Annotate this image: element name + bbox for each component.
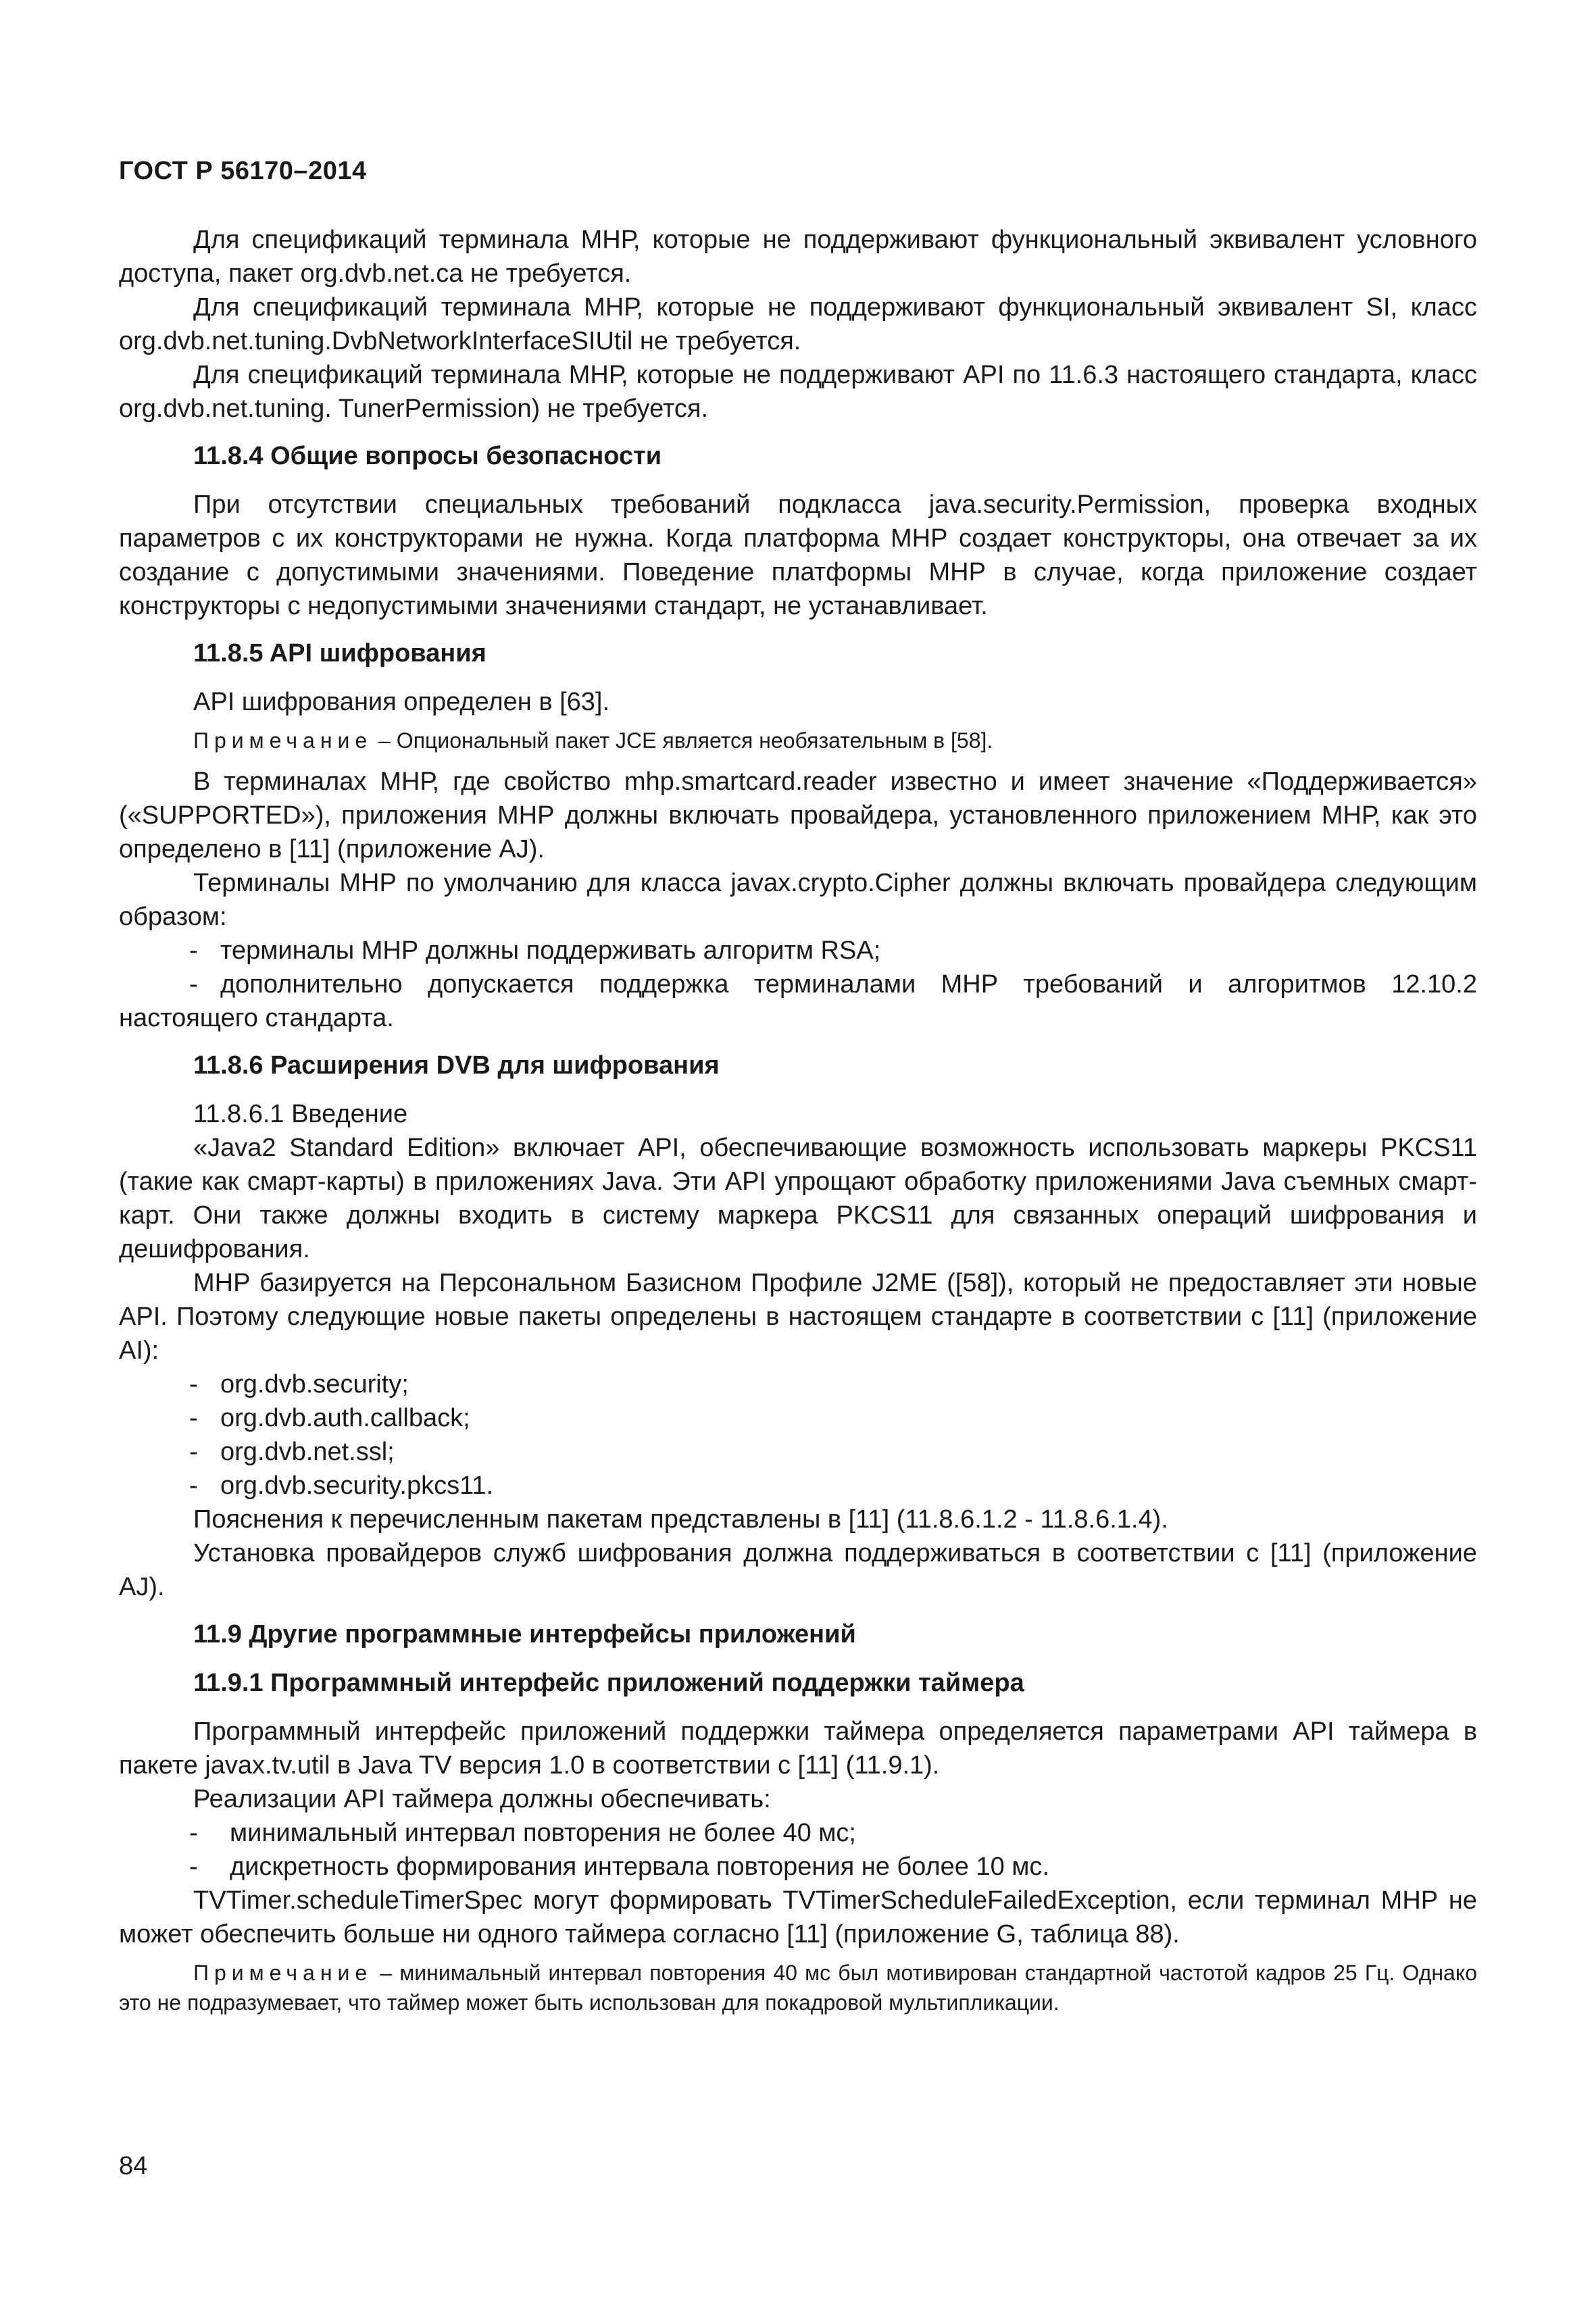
section-heading-11-9-1: 11.9.1 Программный интерфейс приложений поддержки таймера: [193, 1669, 1024, 1697]
paragraph: API шифрования определен в [63].: [193, 688, 610, 716]
paragraph: Пояснения к перечисленным пакетам представлены в [11] (11.8.6.1.2 - 11.8.6.1.4).: [193, 1505, 1168, 1534]
dash-list: [119, 934, 1477, 1035]
list-item: - дополнительно допускается поддержка терминалами МНР требований и алгоритмов 12.10.2 настоящего стандарта.: [119, 967, 1477, 1035]
paragraph: Для спецификаций терминала МНР, которые не поддерживают функциональный эквивалент SI, класс org.dvb.net.tuning.DvbNetworkInterfaceSIUtil не требуется.: [119, 293, 1477, 355]
note-label: Примечание: [193, 1961, 373, 1985]
section-heading-11-8-4: 11.8.4 Общие вопросы безопасности: [193, 442, 662, 470]
paragraph: Программный интерфейс приложений поддержки таймера определяется параметрами API таймера в пакете javax.tv.util в Java TV версия 1.0 в соответствии с [11] (11.9.1).: [119, 1717, 1477, 1780]
paragraph: Терминалы МНР по умолчанию для класса javax.crypto.Cipher должны включать провайдера следующим образом:: [119, 869, 1477, 931]
list-item: - дискретность формирования интервала повторения не более 10 мс.: [119, 1850, 1477, 1884]
note: [119, 726, 1477, 755]
list-item: - org.dvb.security.pkcs11.: [119, 1469, 1477, 1503]
page-number: 84: [119, 2152, 148, 2180]
paragraph: TVTimer.scheduleTimerSpec могут формировать TVTimerScheduleFailedException, если терминал МНР не может обеспечить больше ни одного таймера согласно [11] (приложение G, таблица 88).: [119, 1886, 1477, 1948]
note-text: – минимальный интервал повторения 40 мс был мотивирован стандартной частотой кадров 25 Гц. Однако это не подразумевает, что таймер может быть использован для покадровой мультипликации.: [119, 1961, 1477, 2015]
document-body: [119, 223, 1477, 2027]
note: [119, 1958, 1477, 2017]
list-item: - терминалы МНР должны поддерживать алгоритм RSA;: [119, 934, 1477, 967]
paragraph: При отсутствии специальных требований подкласса java.security.Permission, проверка входных параметров с их конструкторами не нужна. Когда платформа МНР создает конструкторы, она отвечает за их создание с допустимыми значениями. Поведение платформы МНР в случае, когда приложение создает конструкторы с недопустимыми значениями стандарт, не устанавливает.: [119, 491, 1477, 620]
list-item: - org.dvb.net.ssl;: [119, 1435, 1477, 1469]
section-heading-11-8-6: 11.8.6 Расширения DVB для шифрования: [193, 1051, 720, 1080]
dash-list: [119, 1816, 1477, 1884]
note-text: – Опциональный пакет JCE является необязательным в [58].: [372, 728, 993, 753]
section-heading-11-8-5: 11.8.5 API шифрования: [193, 639, 487, 668]
paragraph: Для спецификаций терминала МНР, которые не поддерживают API по 11.6.3 настоящего стандарта, класс org.dvb.net.tuning. TunerPermission) не требуется.: [119, 361, 1477, 423]
note-label: Примечание: [193, 728, 373, 753]
paragraph: В терминалах МНР, где свойство mhp.smartcard.reader известно и имеет значение «Поддерживается» («SUPPORTED»), приложения МНР должны включать провайдера, установленного приложением МНР, как это определено в [11] (приложение AJ).: [119, 768, 1477, 863]
paragraph: МНР базируется на Персональном Базисном Профиле J2ME ([58]), который не предоставляет эти новые API. Поэтому следующие новые пакеты определены в настоящем стандарте в соответствии с [11] (приложение AI):: [119, 1269, 1477, 1365]
paragraph: 11.8.6.1 Введение: [193, 1100, 408, 1128]
paragraph: «Java2 Standard Edition» включает API, обеспечивающие возможность использовать маркеры PKCS11 (такие как смарт-карты) в приложениях Java. Эти API упрощают обработку приложениями Java съемных смарт-карт. Они также должны входить в систему маркера PKCS11 для связанных операций шифрования и дешифрования.: [119, 1134, 1477, 1263]
dash-list: [119, 1367, 1477, 1503]
list-item: - org.dvb.auth.callback;: [119, 1401, 1477, 1435]
paragraph: Для спецификаций терминала МНР, которые не поддерживают функциональный эквивалент условного доступа, пакет org.dvb.net.ca не требуется.: [119, 226, 1477, 288]
document-header: ГОСТ Р 56170–2014: [119, 157, 367, 185]
section-heading-11-9: 11.9 Другие программные интерфейсы приложений: [193, 1620, 856, 1649]
list-item: - org.dvb.security;: [119, 1367, 1477, 1401]
list-item: - минимальный интервал повторения не более 40 мс;: [119, 1816, 1477, 1850]
paragraph: Реализации API таймера должны обеспечивать:: [193, 1785, 771, 1813]
paragraph: Установка провайдеров служб шифрования должна поддерживаться в соответствии с [11] (приложение AJ).: [119, 1539, 1477, 1601]
